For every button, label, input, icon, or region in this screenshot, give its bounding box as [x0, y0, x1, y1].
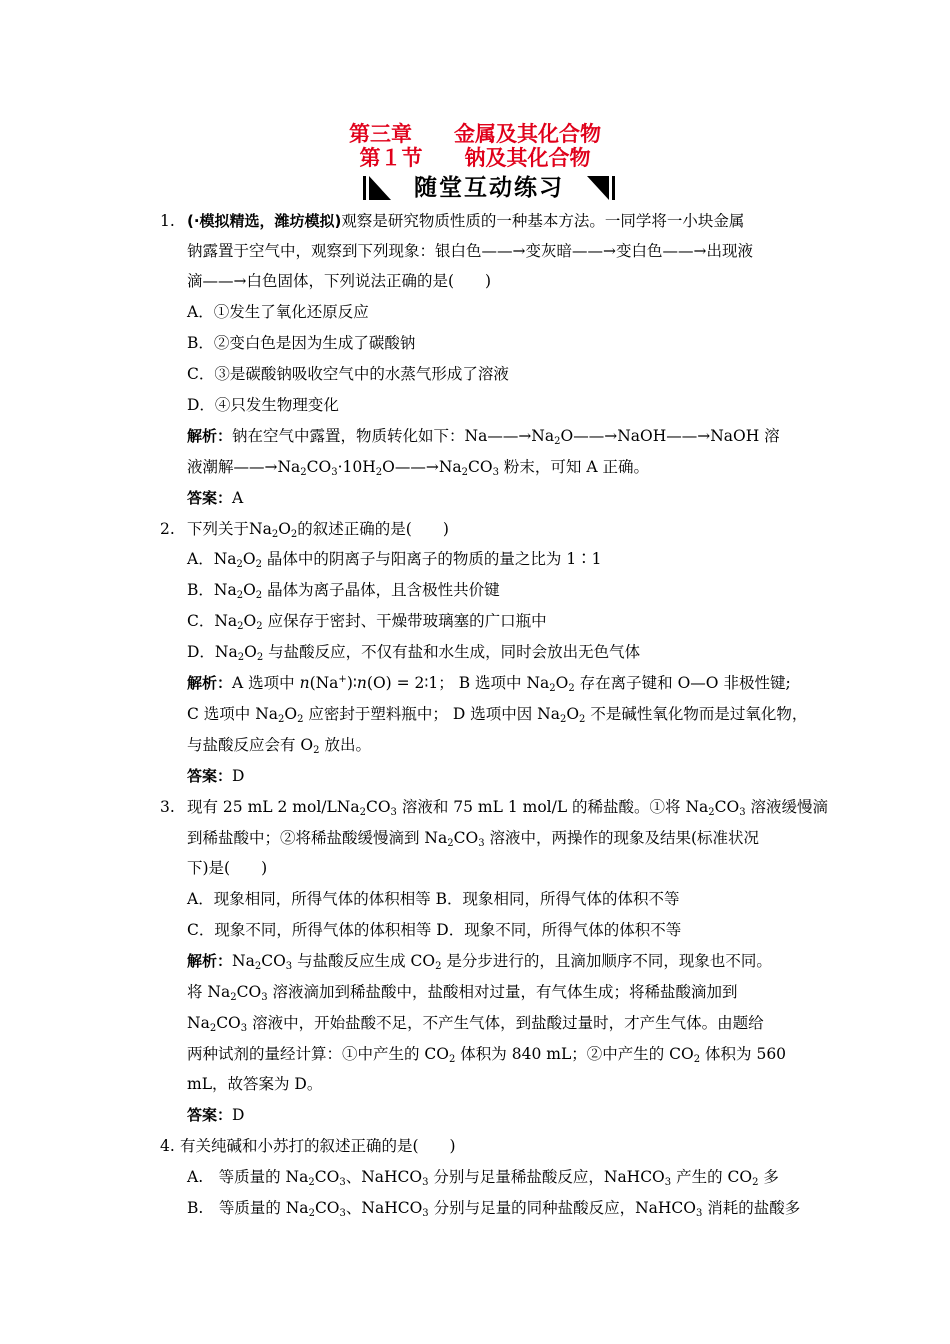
- banner-right-triangle-icon: [587, 176, 609, 200]
- banner-text: 随堂互动练习: [414, 175, 564, 201]
- question-number: 3.: [160, 798, 175, 816]
- answer-value: A: [232, 489, 244, 507]
- question-stem: [187, 211, 744, 231]
- analysis-text: mL，故答案为 D。: [187, 1075, 323, 1093]
- chapter-title: 第三章 金属及其化合物: [349, 121, 601, 146]
- option-d: D．④只发生物理变化: [187, 396, 339, 414]
- analysis-text: 与盐酸反应会有 $O_2$ 放出。: [187, 736, 371, 756]
- option-c: C．$Na_2O_2$ 应保存于密封、干燥带玻璃塞的广口瓶中: [187, 612, 547, 632]
- answer-value: D: [232, 1106, 245, 1124]
- question-stem-line: 滴——→白色固体，下列说法正确的是( ): [187, 272, 492, 290]
- option-b: B. 等质量的 $Na_2CO_3$、NaHCO$_3$ 分别与足量的同种盐酸反应，NaHCO$_3$ 消耗的盐酸多: [187, 1199, 801, 1219]
- option-c: C．③是碳酸钠吸收空气中的水蒸气形成了溶液: [187, 365, 509, 383]
- answer-line: 答案：D: [187, 767, 245, 785]
- option-ab: A．现象相同，所得气体的体积相等 B．现象相同，所得气体的体积不等: [187, 890, 680, 908]
- option-a: A．$Na_2O_2$ 晶体中的阴离子与阳离子的物质的量之比为 1∶1: [187, 550, 602, 570]
- banner-left-bar: [363, 176, 366, 200]
- option-a: A. 等质量的 $Na_2CO_3$、NaHCO$_3$ 分别与足量稀盐酸反应，NaHCO$_3$ 产生的 $CO_2$ 多: [187, 1168, 779, 1188]
- analysis-text: 两种试剂的量经计算：①中产生的 $CO_2$ 体积为 840 mL；②中产生的 $CO_2$ 体积为 560: [187, 1045, 787, 1065]
- question-stem-line: 下)是( ): [187, 859, 268, 877]
- section-title: 第１节 钠及其化合物: [359, 145, 591, 170]
- analysis-text: 液潮解$——\to Na_2CO_3\cdot 10H_2O——\to Na_2CO_3$ 粉末，可知 A 正确。: [187, 458, 649, 478]
- question-number: 2.: [160, 520, 175, 538]
- analysis-text: $Na_2CO_3$ 溶液中，开始盐酸不足，不产生气体，到盐酸过量时，才产生气体。由题给: [187, 1014, 764, 1034]
- question-stem: 有关纯碱和小苏打的叙述正确的是( ): [180, 1137, 456, 1155]
- question-stem-line: 到稀盐酸中；②将稀盐酸缓慢滴到 $Na_2CO_3$ 溶液中，两操作的现象及结果(标准状况: [187, 829, 760, 849]
- question-stem: 下列关于$Na_2O_2$的叙述正确的是( ): [187, 520, 449, 540]
- question-number: 4.: [160, 1137, 175, 1155]
- answer-value: D: [232, 767, 245, 785]
- analysis-text: C 选项中 $Na_2O_2$ 应密封于塑料瓶中； D 选项中因 $Na_2O_2$ 不是碱性氧化物而是过氧化物，: [187, 705, 808, 725]
- banner-right-bar: [612, 176, 615, 200]
- analysis-text: 解析：$Na_2CO_3$ 与盐酸反应生成 $CO_2$ 是分步进行的，且滴加顺序不同，现象也不同。: [187, 952, 772, 972]
- option-d: D．$Na_2O_2$ 与盐酸反应，不仅有盐和水生成，同时会放出无色气体: [187, 643, 641, 663]
- option-cd: C．现象不同，所得气体的体积相等 D．现象不同，所得气体的体积不等: [187, 921, 682, 939]
- option-a: A．①发生了氧化还原反应: [187, 303, 369, 321]
- option-b: B．$Na_2O_2$ 晶体为离子晶体，且含极性共价键: [187, 581, 500, 601]
- question-source: (·模拟精选，潍坊模拟): [187, 212, 342, 230]
- question-stem-text: 观察是研究物质性质的一种基本方法。一同学将一小块金属: [341, 212, 745, 230]
- question-stem: 现有 25 mL 2 mol/$LNa_2CO_3$ 溶液和 75 mL 1 mol/L 的稀盐酸。①将 $Na_2CO_3$ 溶液缓慢滴: [187, 798, 829, 818]
- answer-line: 答案：A: [187, 489, 244, 507]
- analysis-text: 将 $Na_2CO_3$ 溶液滴加到稀盐酸中，盐酸相对过量，有气体生成；将稀盐酸滴加到: [187, 983, 738, 1003]
- analysis-text: 解析：钠在空气中露置，物质转化如下：$Na——\to Na_2O——\to NaOH——\to NaOH$ 溶: [187, 427, 780, 447]
- option-b: B．②变白色是因为生成了碳酸钠: [187, 334, 416, 352]
- question-number: 1.: [160, 212, 175, 230]
- banner-left-triangle-icon: [369, 176, 391, 200]
- analysis-text: 解析：A 选项中 n(Na+)∶n(O) = 2∶1； B 选项中 $Na_2O_2$ 存在离子键和 O—O 非极性键;: [187, 674, 791, 694]
- practice-banner: [363, 174, 615, 202]
- question-stem-line: 钠露置于空气中，观察到下列现象：银白色——→变灰暗——→变白色——→出现液: [187, 242, 753, 260]
- answer-line: 答案：D: [187, 1106, 245, 1124]
